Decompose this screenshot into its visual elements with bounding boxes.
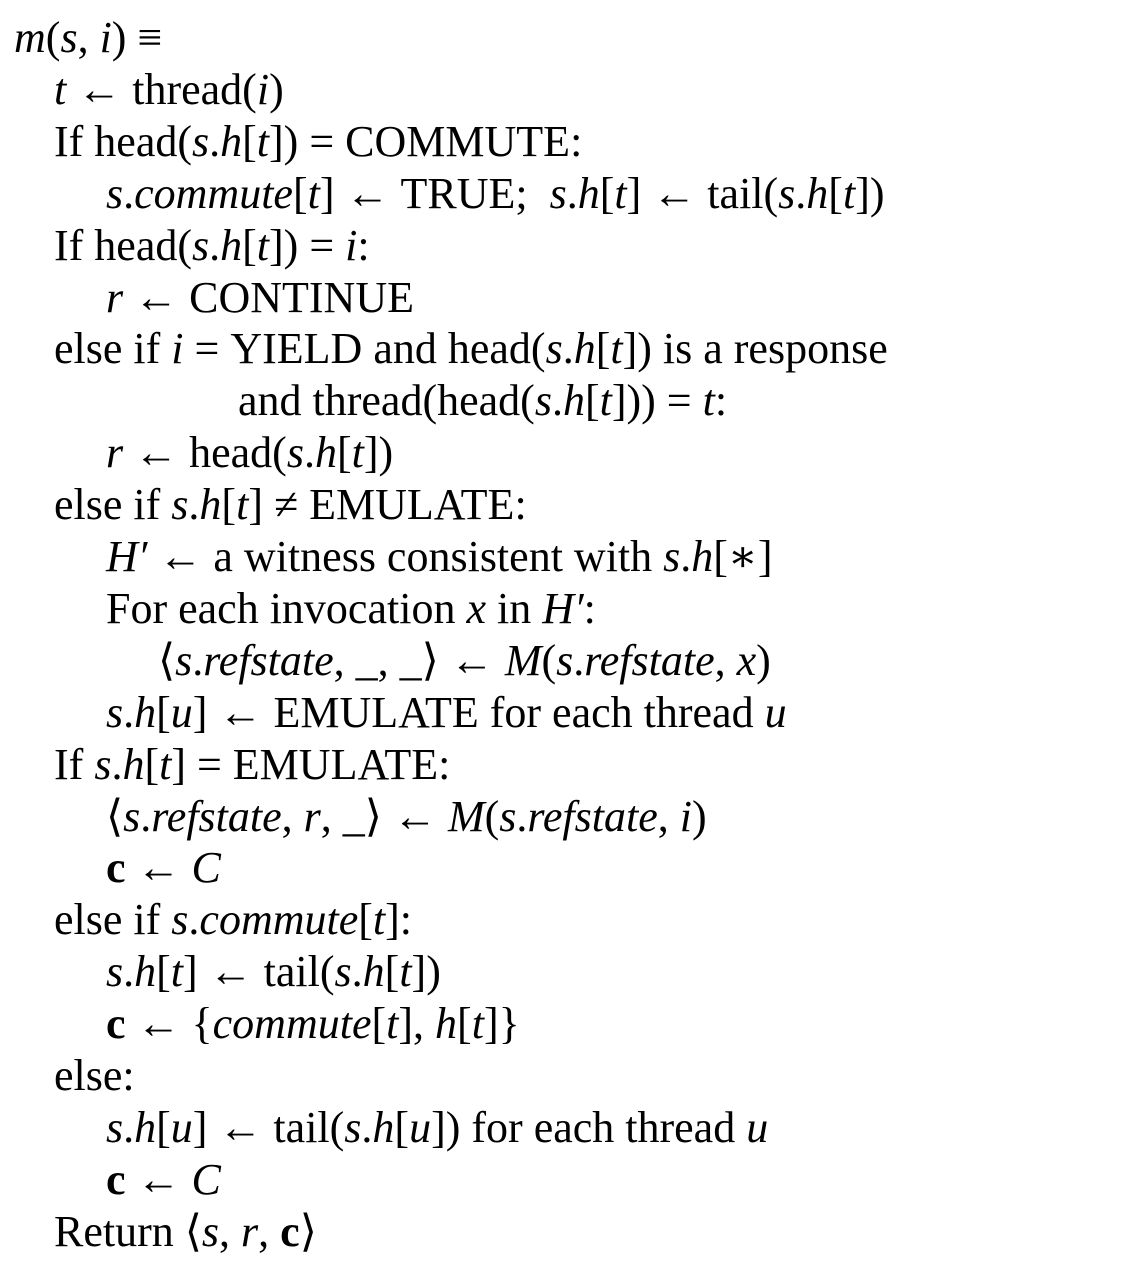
line-segment: ) <box>269 64 284 114</box>
line-segment: h <box>573 324 596 374</box>
line-segment: ← <box>125 843 192 893</box>
line-segment: ⟨ <box>158 635 176 685</box>
line-segment: . <box>680 532 692 581</box>
algorithm-line <box>54 894 412 946</box>
line-segment: ( <box>45 13 61 62</box>
line-segment: : <box>714 376 728 426</box>
line-segment: h <box>220 220 243 270</box>
algorithm-line <box>54 479 527 531</box>
line-segment: [ <box>828 168 843 218</box>
line-segment: t <box>236 480 249 530</box>
line-segment: else if <box>54 895 172 945</box>
line-segment: and thread(head( <box>238 376 535 426</box>
line-segment: ← <box>125 1154 192 1204</box>
algorithm-line <box>106 168 885 220</box>
line-segment: ) ≡ <box>111 13 163 62</box>
line-segment: ( <box>541 635 557 685</box>
line-segment: s <box>286 428 304 478</box>
line-segment: commute <box>134 168 293 218</box>
line-segment: t <box>307 168 320 218</box>
line-segment: h <box>806 168 829 218</box>
line-segment: s <box>106 168 124 218</box>
line-segment: [ <box>371 999 387 1049</box>
line-segment: s <box>549 168 567 218</box>
line-segment: = <box>183 324 231 374</box>
line-segment: ]) <box>855 168 885 218</box>
line-segment: u <box>746 1102 769 1152</box>
line-segment: EMULATE <box>273 687 479 737</box>
line-segment: s <box>171 895 189 945</box>
algorithm-line <box>54 739 450 791</box>
line-segment: . <box>209 116 221 166</box>
line-segment: s <box>60 13 78 62</box>
line-segment: . <box>123 947 135 997</box>
line-segment: If <box>54 739 95 789</box>
line-segment: x <box>736 635 757 685</box>
line-segment: c <box>106 999 126 1049</box>
line-segment: . <box>111 739 123 789</box>
line-segment: i <box>99 13 112 62</box>
line-segment: ], <box>398 999 436 1049</box>
line-segment: else: <box>54 1051 135 1100</box>
line-segment: and head( <box>362 324 546 374</box>
line-segment: s <box>534 376 552 426</box>
line-segment: . <box>123 168 135 218</box>
line-segment: , _⟩ ← <box>320 791 448 841</box>
algorithm-line <box>106 687 787 739</box>
line-segment: h <box>577 168 600 218</box>
line-segment: , <box>77 13 100 62</box>
algorithm-line <box>106 583 596 635</box>
line-segment: ( <box>484 791 500 841</box>
line-segment: i <box>256 64 270 114</box>
line-segment: ]) <box>411 947 441 997</box>
line-segment: t <box>256 116 270 166</box>
line-segment: [ <box>144 739 160 789</box>
line-segment: [ <box>599 168 615 218</box>
line-segment: : <box>570 116 583 166</box>
line-segment: h <box>122 739 145 789</box>
line-segment: h <box>134 947 157 997</box>
line-segment: ] ← tail( <box>192 1102 345 1152</box>
line-segment: s <box>171 480 189 530</box>
line-segment: h <box>199 480 222 530</box>
algorithm-line <box>106 791 707 843</box>
line-segment: i <box>679 791 692 841</box>
line-segment: ]) = <box>269 116 346 166</box>
line-segment: ← { <box>125 999 213 1049</box>
line-segment: [ <box>156 687 171 737</box>
algorithm-line <box>106 531 772 583</box>
line-segment: t <box>159 739 172 789</box>
line-segment: r <box>106 272 124 322</box>
line-segment: commute <box>212 999 372 1049</box>
line-segment: t <box>386 999 399 1049</box>
line-segment: ] ← <box>319 168 401 218</box>
line-segment: . <box>123 687 135 737</box>
line-segment: s <box>192 220 210 270</box>
line-segment: else if <box>54 324 172 374</box>
line-segment: ⟩ <box>299 1206 317 1256</box>
algorithm-line <box>14 12 162 64</box>
algorithm-line <box>158 635 771 687</box>
line-segment: i <box>171 324 184 374</box>
line-segment: h <box>314 428 337 478</box>
line-segment: h <box>562 376 585 426</box>
line-segment: [ <box>156 1102 171 1152</box>
line-segment: s <box>201 1206 220 1256</box>
algorithm-line <box>106 427 393 479</box>
line-segment: u <box>764 687 787 737</box>
line-segment: . <box>188 480 200 530</box>
algorithm-line <box>106 272 414 324</box>
line-segment: u <box>170 687 193 737</box>
algorithm-line <box>54 1050 135 1102</box>
line-segment: , <box>657 791 680 841</box>
line-segment: . <box>140 791 152 841</box>
line-segment: t <box>170 947 184 997</box>
line-segment: : <box>357 220 370 270</box>
line-segment: s <box>778 168 796 218</box>
line-segment: EMULATE <box>232 739 439 789</box>
line-segment: [ <box>457 999 472 1049</box>
line-segment: t <box>471 999 484 1049</box>
line-segment: M <box>504 635 542 685</box>
line-segment: s <box>499 791 517 841</box>
line-segment: u <box>170 1102 193 1152</box>
line-segment: r <box>303 791 321 841</box>
line-segment: s <box>192 116 210 166</box>
line-segment: refstate <box>527 791 658 841</box>
algorithm-line <box>106 1102 768 1154</box>
algorithm-line <box>54 323 888 375</box>
algorithm-line <box>106 1154 221 1206</box>
line-segment: : <box>514 480 527 530</box>
line-segment: s <box>94 739 112 789</box>
line-segment: , <box>281 791 304 841</box>
line-segment: YIELD <box>230 324 363 374</box>
line-segment: c <box>280 1206 300 1256</box>
line-segment: i <box>345 220 358 270</box>
line-segment: [ <box>292 168 308 218</box>
line-segment: t <box>372 895 386 945</box>
line-segment: s <box>344 1102 362 1152</box>
line-segment: ] ← <box>192 687 274 737</box>
line-segment: ]) for each thread <box>431 1102 747 1152</box>
line-segment: ]: <box>385 895 413 945</box>
line-segment: h <box>372 1102 395 1152</box>
algorithm-line <box>54 220 370 272</box>
line-segment: h <box>220 116 243 166</box>
algorithm-line <box>106 946 441 998</box>
line-segment: . <box>123 1102 135 1152</box>
line-segment: t <box>54 64 67 114</box>
line-segment: ] ← tail( <box>626 168 779 218</box>
line-segment: s <box>106 687 124 737</box>
line-segment: t <box>351 428 364 478</box>
line-segment: For each invocation <box>106 583 467 633</box>
line-segment: t <box>599 376 612 426</box>
line-segment: t <box>702 376 715 426</box>
line-segment: H′ <box>542 583 584 633</box>
line-segment: for each thread <box>478 687 765 737</box>
line-segment: H′ <box>106 532 148 581</box>
line-segment: . <box>566 168 578 218</box>
line-segment: COMMUTE <box>345 116 571 166</box>
line-segment: . <box>551 376 563 426</box>
line-segment: c <box>106 843 126 893</box>
line-segment: C <box>191 843 221 893</box>
line-segment: c <box>106 1154 126 1204</box>
algorithm-line <box>238 375 727 427</box>
line-segment: ← <box>123 272 190 322</box>
line-segment: , <box>258 1206 281 1256</box>
line-segment: s <box>663 532 681 581</box>
line-segment: ]) <box>363 428 394 478</box>
line-segment: . <box>209 220 221 270</box>
line-segment: . <box>192 635 204 685</box>
line-segment: refstate <box>203 635 334 685</box>
line-segment: s <box>545 324 563 374</box>
line-segment: , <box>219 1206 242 1256</box>
line-segment: [ <box>336 428 352 478</box>
line-segment: ] ≠ <box>248 480 310 530</box>
line-segment: [ <box>584 376 600 426</box>
line-segment: in <box>485 583 543 633</box>
line-segment: . <box>573 635 585 685</box>
line-segment: else if <box>54 480 172 530</box>
line-segment: ])) = <box>611 376 703 426</box>
line-segment: h <box>134 1102 157 1152</box>
line-segment: , <box>714 635 737 685</box>
line-segment: u <box>409 1102 432 1152</box>
line-segment: t <box>842 168 856 218</box>
line-segment: t <box>256 220 270 270</box>
line-segment: s <box>123 791 141 841</box>
line-segment: [ <box>384 947 400 997</box>
line-segment: . <box>351 947 363 997</box>
line-segment: [ <box>595 324 611 374</box>
line-segment: EMULATE <box>309 480 515 530</box>
line-segment: If head( <box>54 220 193 270</box>
line-segment: h <box>134 687 157 737</box>
line-segment: [ <box>242 116 257 166</box>
line-segment: , _, _⟩ ← <box>333 635 505 685</box>
line-segment: . <box>562 324 574 374</box>
line-segment: ⟨ <box>106 791 124 841</box>
line-segment: h <box>435 999 458 1049</box>
line-segment: ) <box>691 791 707 841</box>
line-segment: s <box>175 635 193 685</box>
line-segment: [ <box>358 895 373 945</box>
line-segment: . <box>516 791 528 841</box>
line-segment: ]) is a response <box>622 324 888 374</box>
line-segment: t <box>610 324 623 374</box>
line-segment: ← head( <box>123 428 287 478</box>
line-segment: r <box>106 428 124 478</box>
algorithm-line <box>54 64 284 116</box>
line-segment: t <box>614 168 627 218</box>
line-segment: ]) = <box>269 220 346 270</box>
line-segment: s <box>334 947 352 997</box>
line-segment: ) <box>756 635 771 685</box>
line-segment: [ <box>156 947 171 997</box>
algorithm-line <box>106 842 221 894</box>
line-segment: [ <box>242 220 257 270</box>
line-segment: r <box>241 1206 259 1256</box>
line-segment: . <box>361 1102 373 1152</box>
line-segment: ] = <box>171 739 233 789</box>
algorithm-line <box>54 1206 317 1258</box>
line-segment: C <box>191 1154 221 1204</box>
line-segment: M <box>447 791 485 841</box>
line-segment: Return ⟨ <box>54 1206 202 1256</box>
line-segment: [ <box>394 1102 410 1152</box>
line-segment: ; <box>515 168 550 218</box>
line-segment: . <box>188 895 200 945</box>
line-segment: s <box>106 947 124 997</box>
line-segment: If head( <box>54 116 193 166</box>
line-segment: : <box>583 583 596 633</box>
line-segment: . <box>795 168 807 218</box>
line-segment: CONTINUE <box>189 272 414 322</box>
line-segment: ]} <box>483 999 520 1049</box>
line-segment: s <box>106 1102 124 1152</box>
line-segment: ← thread( <box>66 64 257 114</box>
line-segment: [∗] <box>713 532 773 581</box>
line-segment: : <box>438 739 451 789</box>
line-segment: TRUE <box>400 168 516 218</box>
line-segment: m <box>14 13 46 62</box>
line-segment: [ <box>221 480 237 530</box>
line-segment: h <box>691 532 714 581</box>
line-segment: refstate <box>151 791 282 841</box>
algorithm-line <box>54 116 582 168</box>
line-segment: refstate <box>584 635 715 685</box>
line-segment: ] ← tail( <box>183 947 335 997</box>
line-segment: t <box>399 947 412 997</box>
line-segment: commute <box>199 895 359 945</box>
line-segment: s <box>556 635 574 685</box>
algorithm-line <box>106 998 520 1050</box>
line-segment: . <box>303 428 315 478</box>
line-segment: x <box>466 583 486 633</box>
line-segment: h <box>362 947 385 997</box>
line-segment: ← a witness consistent with <box>147 532 664 581</box>
